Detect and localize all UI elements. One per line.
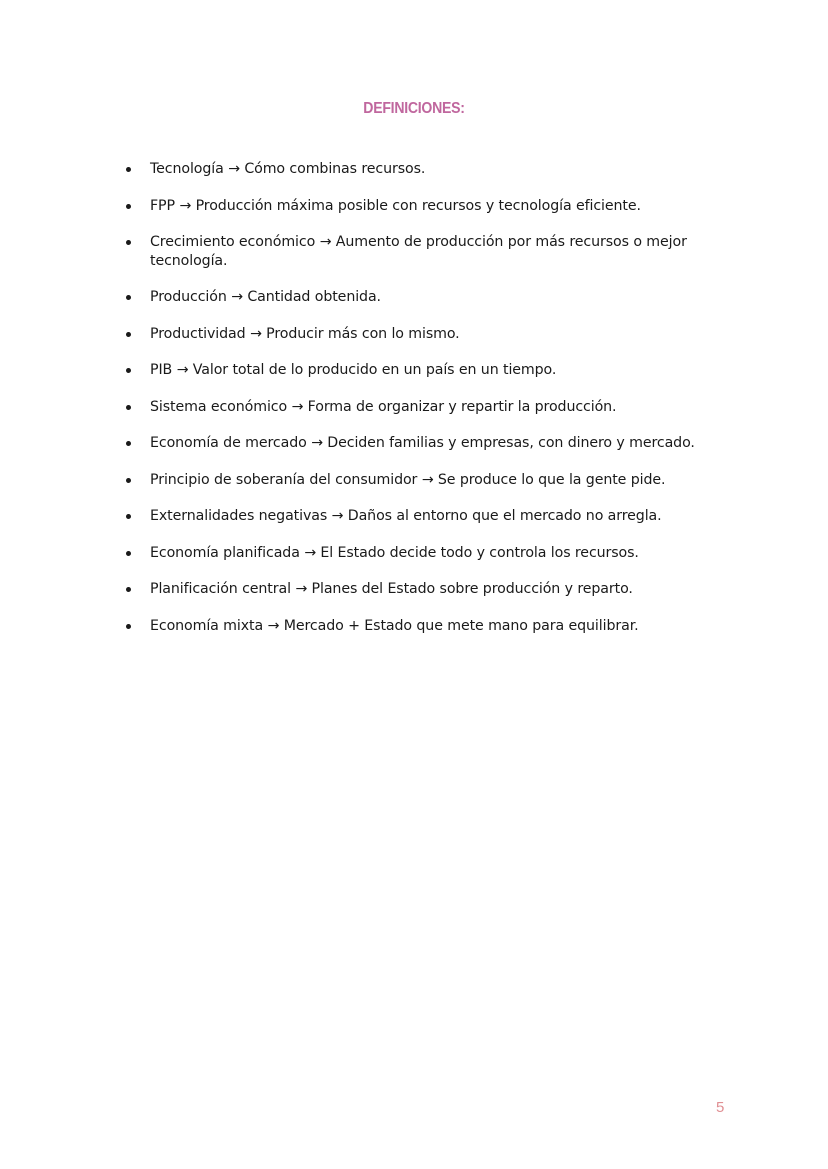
list-item <box>126 580 726 599</box>
definition-text: PIB → Valor total de lo producido en un país en un tiempo. <box>150 362 557 378</box>
definition-text: Economía mixta → Mercado + Estado que mete mano para equilibrar. <box>150 617 639 634</box>
bullet-icon <box>126 204 131 209</box>
bullet-icon <box>126 167 131 172</box>
definition-text: Economía de mercado → Deciden familias y empresas, con dinero y mercado. <box>150 435 695 451</box>
list-item <box>126 471 726 490</box>
bullet-icon <box>126 478 131 483</box>
list-item <box>126 233 726 270</box>
definition-text: Economía planificada → El Estado decide todo y controla los recursos. <box>150 544 639 561</box>
bullet-icon <box>126 624 131 629</box>
definition-text: Principio de soberanía del consumidor → Se produce lo que la gente pide. <box>150 471 666 488</box>
definition-text: Producción → Cantidad obtenida. <box>150 289 381 305</box>
definition-text: Sistema económico → Forma de organizar y repartir la producción. <box>150 398 617 415</box>
page-number: 5 <box>716 1099 725 1116</box>
list-item <box>126 160 726 179</box>
page-title: DEFINICIONES: <box>363 100 465 117</box>
list-item <box>126 544 726 563</box>
bullet-icon <box>126 587 131 592</box>
list-item <box>126 507 726 526</box>
list-item <box>126 197 726 216</box>
list-item <box>126 617 726 636</box>
bullet-icon <box>126 332 131 337</box>
bullet-icon <box>126 240 131 245</box>
bullet-icon <box>126 368 131 373</box>
bullet-icon <box>126 551 131 556</box>
list-item <box>126 325 726 344</box>
definitions-list <box>126 160 726 653</box>
definition-text: FPP → Producción máxima posible con recursos y tecnología eficiente. <box>150 197 641 214</box>
definition-text: Tecnología → Cómo combinas recursos. <box>150 161 426 177</box>
bullet-icon <box>126 405 131 410</box>
definition-text: Externalidades negativas → Daños al entorno que el mercado no arregla. <box>150 508 662 524</box>
bullet-icon <box>126 514 131 519</box>
list-item <box>126 361 726 380</box>
bullet-icon <box>126 441 131 446</box>
definition-text: Planificación central → Planes del Estado sobre producción y reparto. <box>150 581 633 597</box>
bullet-icon <box>126 295 131 300</box>
list-item <box>126 288 726 307</box>
list-item <box>126 398 726 417</box>
definition-text: Crecimiento económico → Aumento de producción por más recursos o mejor tecnología. <box>150 234 687 269</box>
definition-text: Productividad → Producir más con lo mismo. <box>150 325 460 342</box>
list-item <box>126 434 726 453</box>
